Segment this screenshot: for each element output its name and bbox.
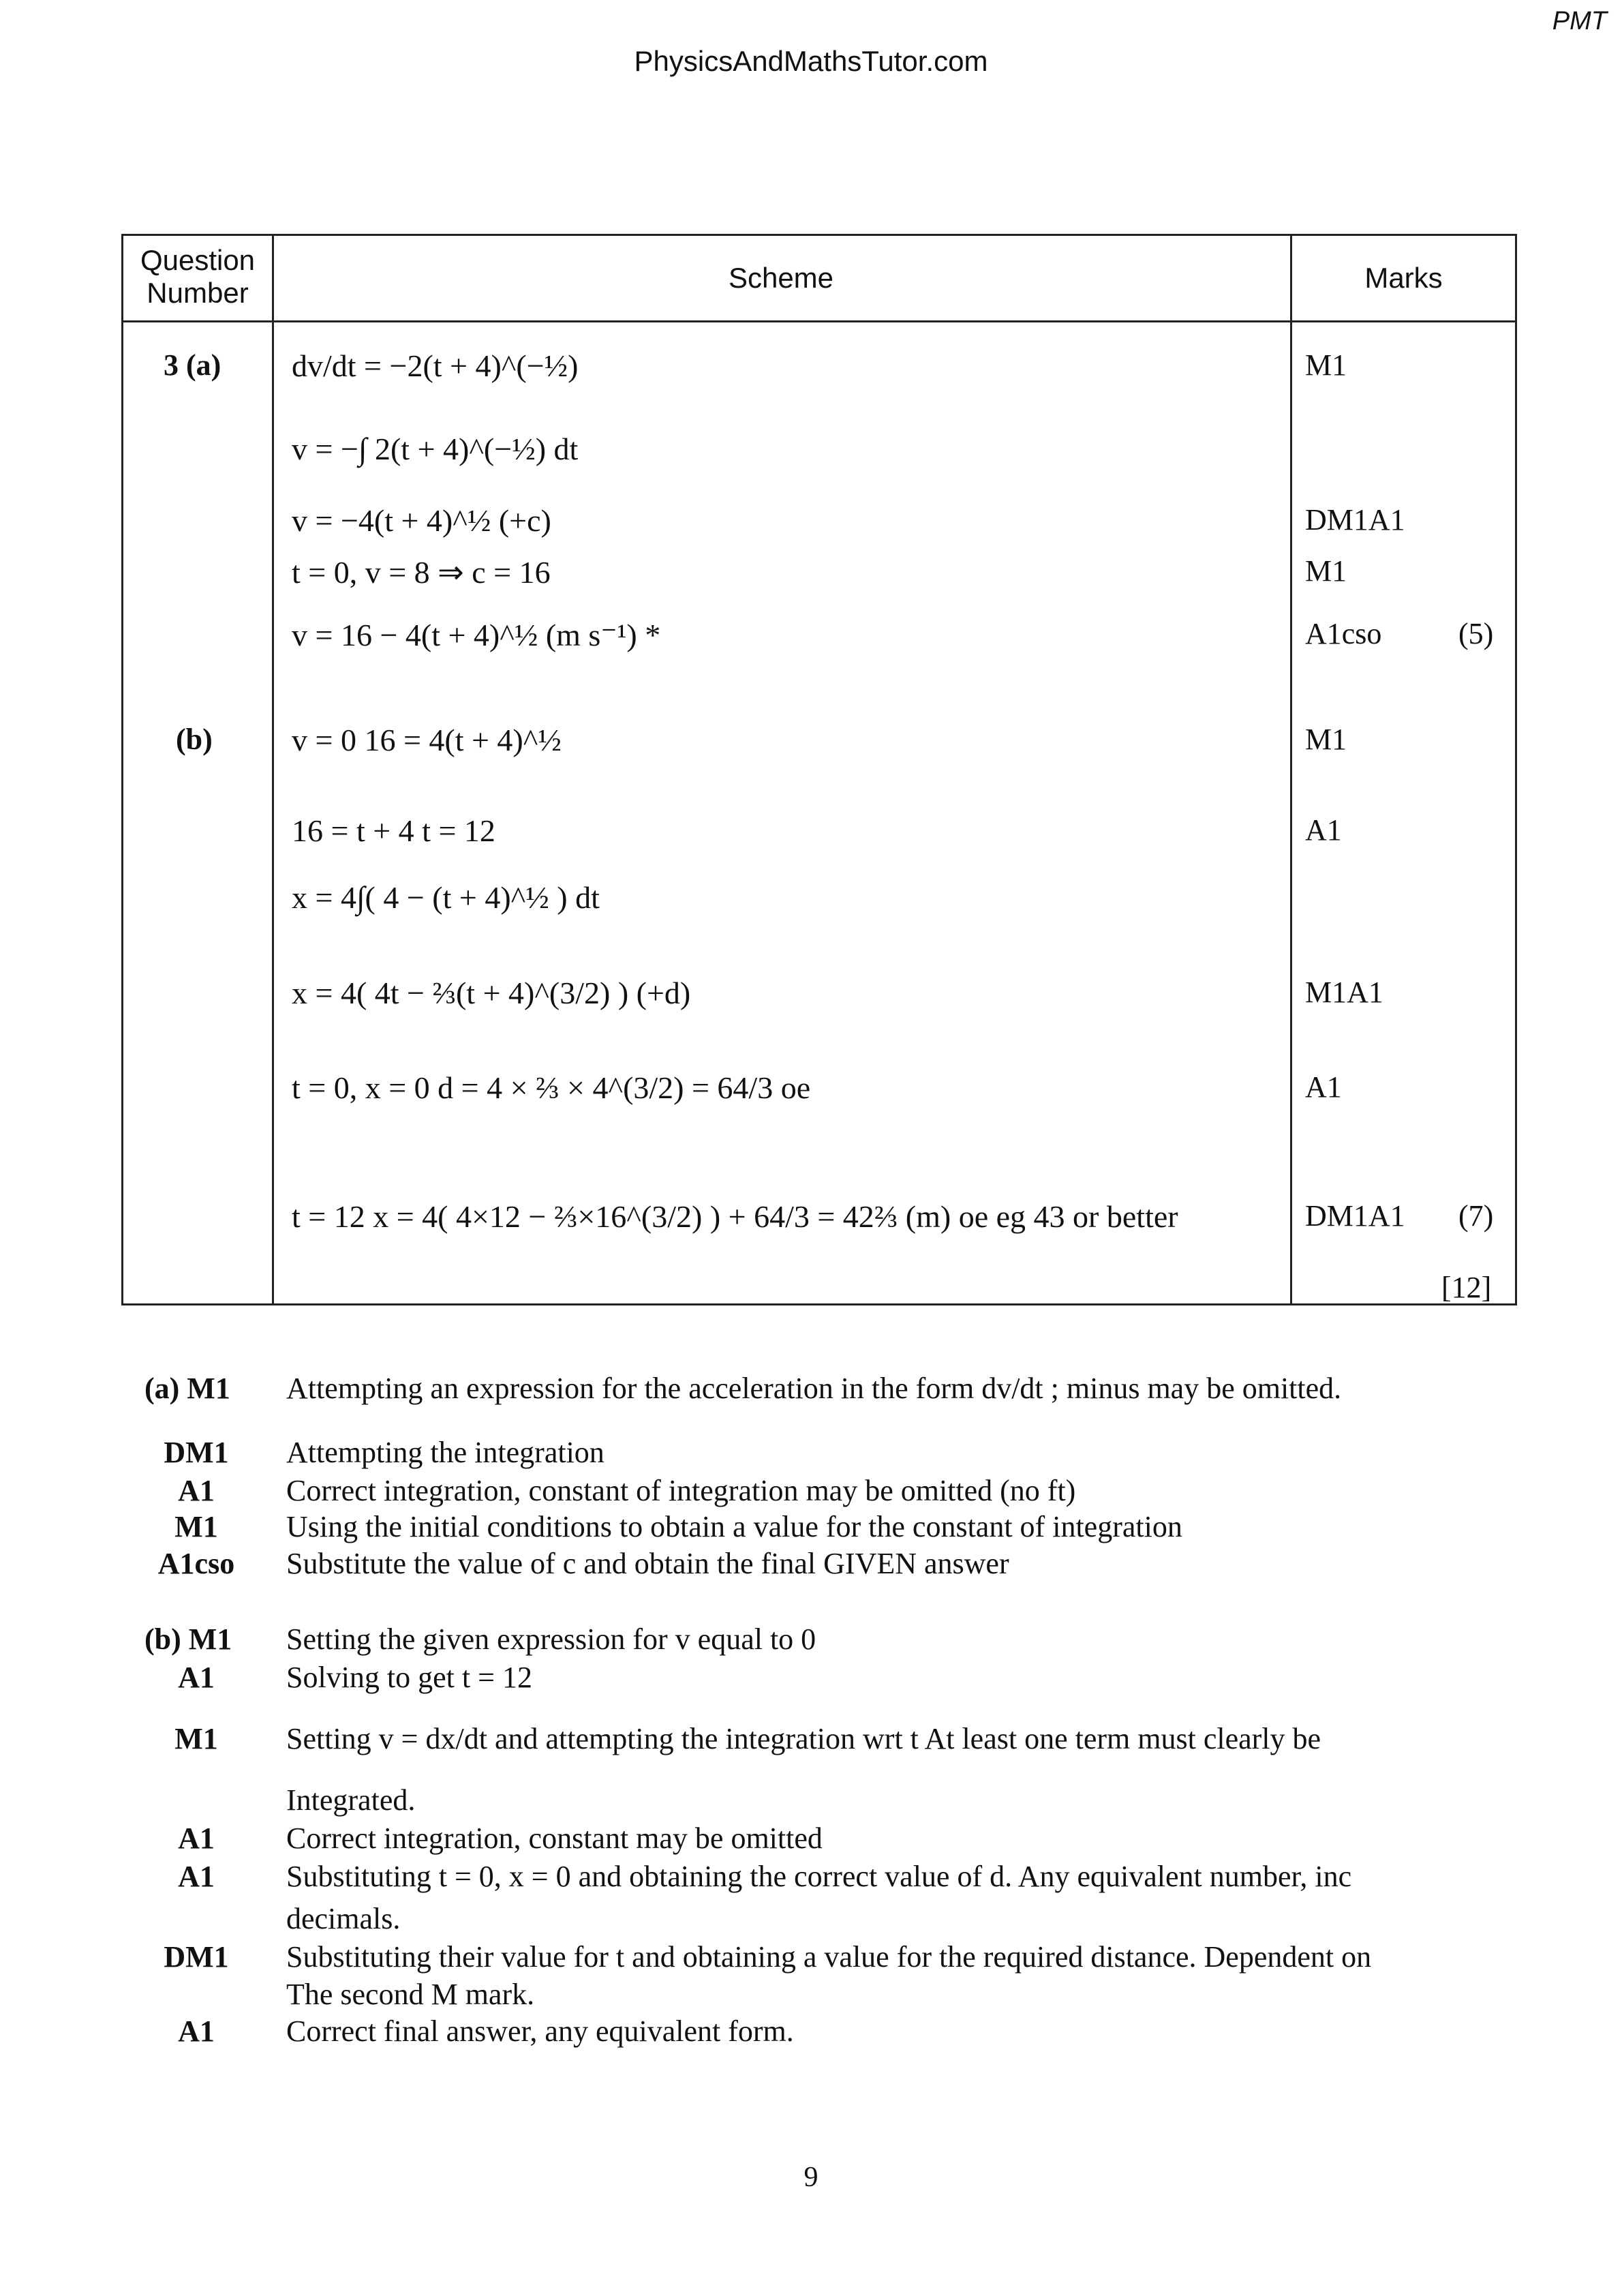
column-divider <box>272 236 274 1303</box>
note-text: Correct integration, constant may be omitted <box>286 1822 823 1855</box>
note-mark-label: A1 <box>178 1474 215 1507</box>
mark-code: DM1A1 <box>1305 503 1405 537</box>
note-text: Substituting their value for t and obtaining a value for the required distance. Dependent on <box>286 1940 1372 1974</box>
note-text: Setting v = dx/dt and attempting the integration wrt t At least one term must clearly be <box>286 1722 1321 1755</box>
note-mark-label: A1 <box>178 1822 215 1855</box>
note-text: Using the initial conditions to obtain a value for the constant of integration <box>286 1510 1182 1543</box>
header-divider <box>123 320 1515 322</box>
part-total: (5) <box>1458 617 1494 650</box>
part-total: (7) <box>1458 1199 1494 1233</box>
note-text: Integrated. <box>286 1783 416 1817</box>
page-number: 9 <box>804 2162 818 2193</box>
note-text: Correct final answer, any equivalent form. <box>286 2014 794 2048</box>
column-divider <box>1290 236 1292 1303</box>
scheme-line: dv/dt = −2(t + 4)^(−½) <box>292 348 579 383</box>
note-mark-label: M1 <box>174 1722 218 1755</box>
note-text: The second M mark. <box>286 1978 535 2011</box>
note-text: Attempting an expression for the acceleration in the form dv/dt ; minus may be omitted. <box>286 1372 1342 1405</box>
mark-code: A1 <box>1305 1070 1342 1104</box>
scheme-line: x = 4∫( 4 − (t + 4)^½ ) dt <box>292 880 600 915</box>
header-marks: Marks <box>1364 262 1443 294</box>
scheme-line: x = 4( 4t − ⅔(t + 4)^(3/2) ) (+d) <box>292 976 691 1010</box>
note-text: Substituting t = 0, x = 0 and obtaining the correct value of d. Any equivalent number, inc <box>286 1860 1352 1893</box>
question-label-3b: (b) <box>176 723 213 756</box>
mark-code: DM1A1 <box>1305 1199 1405 1233</box>
note-text: decimals. <box>286 1902 401 1935</box>
scheme-line: v = −∫ 2(t + 4)^(−½) dt <box>292 432 579 466</box>
scheme-line: t = 0, x = 0 d = 4 × ⅔ × 4^(3/2) = 64/3 oe <box>292 1070 811 1105</box>
note-mark-label: A1 <box>178 1860 215 1893</box>
question-label-3a: 3 (a) <box>164 348 221 382</box>
mark-code: M1 <box>1305 348 1347 382</box>
mark-scheme-table <box>121 234 1517 1305</box>
mark-code: A1cso <box>1305 617 1382 650</box>
mark-code: M1A1 <box>1305 976 1383 1009</box>
mark-code: A1 <box>1305 813 1342 847</box>
note-text: Setting the given expression for v equal to 0 <box>286 1622 816 1656</box>
scheme-line: v = 16 − 4(t + 4)^½ (m s⁻¹) * <box>292 618 661 652</box>
scheme-line: t = 0, v = 8 ⇒ c = 16 <box>292 555 551 590</box>
note-text: Substitute the value of c and obtain the final GIVEN answer <box>286 1547 1009 1580</box>
scheme-line: v = −4(t + 4)^½ (+c) <box>292 503 551 538</box>
scheme-line: 16 = t + 4 t = 12 <box>292 813 495 848</box>
grand-total: [12] <box>1441 1271 1492 1304</box>
note-mark-label: M1 <box>174 1510 218 1543</box>
note-text: Attempting the integration <box>286 1436 605 1469</box>
scheme-line: v = 0 16 = 4(t + 4)^½ <box>292 723 562 757</box>
mark-code: M1 <box>1305 554 1347 588</box>
note-mark-label: (a) M1 <box>144 1372 230 1405</box>
note-mark-label: A1cso <box>157 1547 235 1580</box>
mark-code: M1 <box>1305 723 1347 756</box>
note-text: Solving to get t = 12 <box>286 1661 532 1694</box>
note-mark-label: DM1 <box>164 1436 229 1469</box>
header-scheme: Scheme <box>728 262 834 294</box>
header-question-number: Question Number <box>140 244 256 309</box>
note-mark-label: A1 <box>178 1661 215 1694</box>
note-mark-label: (b) M1 <box>144 1622 232 1656</box>
note-mark-label: DM1 <box>164 1940 229 1974</box>
pmt-corner-label: PMT <box>1552 7 1607 35</box>
site-header: PhysicsAndMathsTutor.com <box>634 45 988 77</box>
scheme-line: t = 12 x = 4( 4×12 − ⅔×16^(3/2) ) + 64/3 = 42⅔ (m) oe eg 43 or better <box>292 1199 1178 1234</box>
note-mark-label: A1 <box>178 2014 215 2048</box>
note-text: Correct integration, constant of integration may be omitted (no ft) <box>286 1474 1076 1507</box>
